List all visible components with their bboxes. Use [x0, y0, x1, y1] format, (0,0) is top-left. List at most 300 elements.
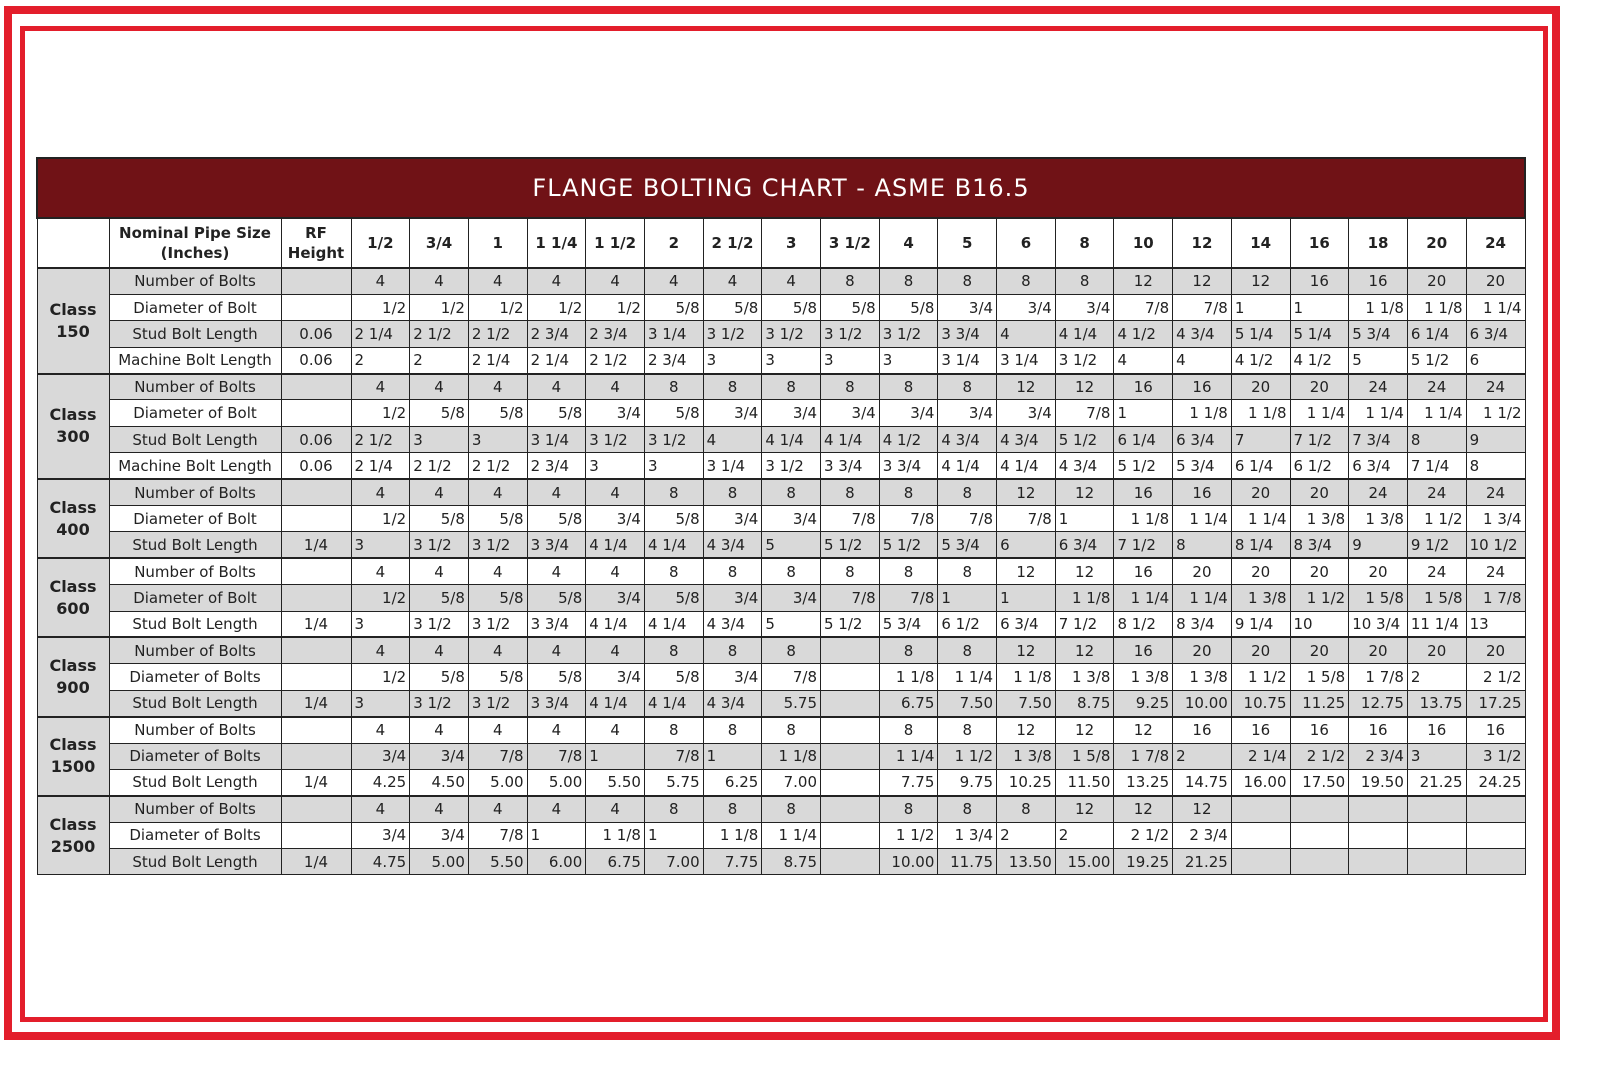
value-cell: 3 1/2 [821, 321, 880, 347]
row-label: Diameter of Bolts [109, 664, 281, 690]
value-cell: 2 [1173, 743, 1232, 769]
value-cell: 4 3/4 [703, 611, 762, 637]
value-cell: 6.75 [879, 690, 938, 716]
value-cell: 3/4 [703, 506, 762, 532]
value-cell: 5 3/4 [879, 611, 938, 637]
value-cell: 5 1/2 [821, 532, 880, 558]
value-cell: 3 3/4 [821, 453, 880, 479]
value-cell: 3 [1407, 743, 1466, 769]
class-label [37, 558, 109, 637]
row-label: Number of Bolts [109, 558, 281, 584]
value-cell: 3 1/2 [1055, 347, 1114, 373]
value-cell: 8 [1407, 426, 1466, 452]
value-cell: 7/8 [644, 743, 703, 769]
value-cell [1349, 796, 1408, 822]
class-label [37, 637, 109, 716]
value-cell: 3 1/2 [879, 321, 938, 347]
value-cell: 11.75 [938, 849, 997, 875]
table-row [37, 743, 1525, 769]
value-cell: 6 3/4 [997, 611, 1056, 637]
value-cell: 4 [351, 374, 410, 400]
value-cell: 5/8 [644, 664, 703, 690]
value-cell: 7 3/4 [1349, 426, 1408, 452]
value-cell: 7/8 [1173, 294, 1232, 320]
value-cell: 2 1/2 [468, 321, 527, 347]
value-cell: 5/8 [410, 506, 469, 532]
value-cell [1466, 796, 1525, 822]
value-cell: 11 1/4 [1407, 611, 1466, 637]
value-cell: 3 [410, 426, 469, 452]
value-cell: 4 1/4 [644, 532, 703, 558]
value-cell: 16 [1173, 374, 1232, 400]
value-cell: 6 1/4 [1407, 321, 1466, 347]
value-cell: 4 3/4 [703, 532, 762, 558]
table-row [37, 321, 1525, 347]
value-cell: 8 [644, 637, 703, 663]
value-cell [1290, 796, 1349, 822]
value-cell: 4 [351, 796, 410, 822]
value-cell: 1/2 [351, 585, 410, 611]
value-cell: 5 3/4 [1349, 321, 1408, 347]
value-cell: 12 [1055, 558, 1114, 584]
value-cell: 1 3/4 [938, 822, 997, 848]
value-cell: 1/2 [351, 294, 410, 320]
value-cell: 3 1/2 [644, 426, 703, 452]
value-cell: 5 1/2 [1055, 426, 1114, 452]
row-label: Stud Bolt Length [109, 426, 281, 452]
table-row [37, 506, 1525, 532]
value-cell: 3 [821, 347, 880, 373]
value-cell: 5.00 [468, 769, 527, 795]
value-cell: 2 3/4 [527, 321, 586, 347]
value-cell: 1/2 [351, 506, 410, 532]
rf-label: RF [305, 224, 327, 242]
value-cell: 4 [468, 796, 527, 822]
value-cell: 8 [644, 479, 703, 505]
value-cell: 5/8 [703, 294, 762, 320]
row-label: Number of Bolts [109, 637, 281, 663]
value-cell: 8 [703, 796, 762, 822]
value-cell: 4 3/4 [1055, 453, 1114, 479]
value-cell: 12 [1055, 717, 1114, 743]
header-rf-height [281, 218, 351, 268]
rf-height-cell: 0.06 [281, 347, 351, 373]
value-cell: 3/4 [351, 822, 410, 848]
value-cell: 1/2 [468, 294, 527, 320]
value-cell: 7.00 [644, 849, 703, 875]
value-cell: 4 1/4 [644, 690, 703, 716]
value-cell [821, 849, 880, 875]
value-cell: 16 [1466, 717, 1525, 743]
value-cell: 5/8 [410, 664, 469, 690]
value-cell: 4 1/4 [644, 611, 703, 637]
value-cell: 10 1/2 [1466, 532, 1525, 558]
table-row [37, 690, 1525, 716]
value-cell: 8 [644, 558, 703, 584]
table-row [37, 268, 1525, 294]
header-size: 1 1/2 [586, 218, 645, 268]
value-cell: 4 [351, 558, 410, 584]
value-cell: 8 3/4 [1173, 611, 1232, 637]
value-cell: 8 [821, 268, 880, 294]
value-cell: 1 7/8 [1466, 585, 1525, 611]
value-cell: 4 [410, 558, 469, 584]
header-size: 6 [997, 218, 1056, 268]
value-cell: 4 [468, 374, 527, 400]
value-cell: 12 [997, 717, 1056, 743]
value-cell: 4 [410, 796, 469, 822]
rf-height-cell: 0.06 [281, 321, 351, 347]
value-cell: 1/2 [586, 294, 645, 320]
value-cell: 1 1/2 [1290, 585, 1349, 611]
header-size: 4 [879, 218, 938, 268]
value-cell: 4 [527, 637, 586, 663]
value-cell: 5 [762, 611, 821, 637]
value-cell: 5/8 [468, 400, 527, 426]
value-cell: 1 [644, 822, 703, 848]
class-word: Class [49, 656, 97, 676]
table-row [37, 849, 1525, 875]
value-cell: 2 [1407, 664, 1466, 690]
value-cell: 1 [1114, 400, 1173, 426]
value-cell: 3 1/4 [997, 347, 1056, 373]
value-cell: 8 [879, 558, 938, 584]
value-cell: 2 3/4 [527, 453, 586, 479]
rf-height-cell [281, 479, 351, 505]
value-cell: 13.75 [1407, 690, 1466, 716]
value-cell: 12 [997, 558, 1056, 584]
value-cell: 8 [762, 479, 821, 505]
value-cell: 4 [586, 796, 645, 822]
value-cell: 1 1/2 [1407, 506, 1466, 532]
table-row [37, 374, 1525, 400]
value-cell: 1 [1231, 294, 1290, 320]
value-cell: 1 3/8 [1290, 506, 1349, 532]
value-cell: 2 1/4 [527, 347, 586, 373]
value-cell: 20 [1290, 558, 1349, 584]
value-cell: 3 1/4 [644, 321, 703, 347]
value-cell: 4 3/4 [703, 690, 762, 716]
value-cell: 3/4 [938, 294, 997, 320]
class-rating: 400 [56, 519, 90, 539]
value-cell: 4 [997, 321, 1056, 347]
value-cell: 20 [1173, 637, 1232, 663]
value-cell: 7 [1231, 426, 1290, 452]
value-cell: 8 [938, 796, 997, 822]
value-cell: 1 1/4 [879, 743, 938, 769]
rf-label-height: Height [287, 244, 345, 262]
value-cell: 4 [527, 268, 586, 294]
value-cell: 8 [821, 558, 880, 584]
value-cell: 3/4 [351, 743, 410, 769]
value-cell: 7 1/2 [1055, 611, 1114, 637]
value-cell: 1 3/8 [1114, 664, 1173, 690]
value-cell: 7/8 [879, 585, 938, 611]
value-cell: 4 [351, 479, 410, 505]
value-cell [821, 664, 880, 690]
value-cell: 4 [527, 796, 586, 822]
value-cell: 11.25 [1290, 690, 1349, 716]
class-word: Class [49, 576, 97, 596]
value-cell: 1 3/8 [997, 743, 1056, 769]
value-cell: 8 [997, 268, 1056, 294]
value-cell: 5.50 [586, 769, 645, 795]
value-cell: 1/2 [351, 664, 410, 690]
value-cell: 4 [586, 374, 645, 400]
value-cell: 2 1/4 [1231, 743, 1290, 769]
header-size: 1 [468, 218, 527, 268]
rf-height-cell: 1/4 [281, 690, 351, 716]
value-cell: 20 [1173, 558, 1232, 584]
header-size: 8 [1055, 218, 1114, 268]
value-cell [1466, 822, 1525, 848]
value-cell: 24 [1407, 374, 1466, 400]
value-cell: 1 1/2 [1466, 400, 1525, 426]
value-cell: 16 [1349, 268, 1408, 294]
value-cell: 12.75 [1349, 690, 1408, 716]
value-cell: 3 1/2 [468, 690, 527, 716]
table-row [37, 532, 1525, 558]
value-cell: 1 1/4 [1231, 506, 1290, 532]
value-cell: 24.25 [1466, 769, 1525, 795]
value-cell: 1/2 [410, 294, 469, 320]
value-cell: 12 [1055, 637, 1114, 663]
flange-bolting-table [36, 157, 1526, 875]
value-cell: 8 [762, 637, 821, 663]
value-cell: 8 3/4 [1290, 532, 1349, 558]
value-cell: 8 [879, 796, 938, 822]
value-cell: 2 1/2 [410, 321, 469, 347]
value-cell [821, 690, 880, 716]
value-cell: 5 3/4 [938, 532, 997, 558]
value-cell: 1 1/8 [1407, 294, 1466, 320]
value-cell: 16 [1349, 717, 1408, 743]
value-cell: 24 [1466, 374, 1525, 400]
value-cell: 2 3/4 [586, 321, 645, 347]
value-cell: 1 3/8 [1231, 585, 1290, 611]
value-cell: 2 3/4 [644, 347, 703, 373]
value-cell: 1 5/8 [1349, 585, 1408, 611]
value-cell [1231, 849, 1290, 875]
value-cell: 9 [1349, 532, 1408, 558]
value-cell: 8 [938, 479, 997, 505]
value-cell: 3 1/2 [703, 321, 762, 347]
value-cell: 3/4 [997, 400, 1056, 426]
value-cell: 3 [586, 453, 645, 479]
value-cell: 2 1/4 [468, 347, 527, 373]
value-cell [821, 717, 880, 743]
value-cell: 5 1/4 [1290, 321, 1349, 347]
row-label: Diameter of Bolt [109, 400, 281, 426]
value-cell: 6 [997, 532, 1056, 558]
value-cell: 8 [762, 717, 821, 743]
value-cell: 5 [762, 532, 821, 558]
value-cell: 8 [703, 717, 762, 743]
value-cell: 20 [1290, 637, 1349, 663]
header-size: 3/4 [410, 218, 469, 268]
value-cell: 2 1/2 [1466, 664, 1525, 690]
value-cell: 8 [644, 374, 703, 400]
value-cell: 1 [703, 743, 762, 769]
rf-height-cell [281, 400, 351, 426]
value-cell: 1 1/2 [938, 743, 997, 769]
value-cell: 5 1/2 [879, 532, 938, 558]
value-cell: 5/8 [468, 585, 527, 611]
value-cell: 3 1/2 [410, 532, 469, 558]
value-cell: 16 [1231, 717, 1290, 743]
value-cell: 4 [644, 268, 703, 294]
value-cell: 1 1/8 [1349, 294, 1408, 320]
value-cell: 3 [762, 347, 821, 373]
value-cell: 16 [1290, 268, 1349, 294]
value-cell: 3/4 [1055, 294, 1114, 320]
value-cell: 3 [644, 453, 703, 479]
value-cell: 2 1/4 [351, 321, 410, 347]
value-cell: 4 3/4 [1173, 321, 1232, 347]
rf-height-cell [281, 796, 351, 822]
value-cell: 2 1/2 [1114, 822, 1173, 848]
rf-height-cell [281, 717, 351, 743]
value-cell: 20 [1231, 558, 1290, 584]
value-cell: 12 [1114, 796, 1173, 822]
header-size: 3 [762, 218, 821, 268]
value-cell: 4 [410, 479, 469, 505]
value-cell: 1 [997, 585, 1056, 611]
value-cell: 20 [1407, 637, 1466, 663]
value-cell: 3/4 [586, 506, 645, 532]
value-cell: 3/4 [410, 743, 469, 769]
rf-height-cell: 0.06 [281, 426, 351, 452]
class-rating: 600 [56, 598, 90, 618]
value-cell: 1 1/4 [1290, 400, 1349, 426]
value-cell: 1 1/8 [997, 664, 1056, 690]
row-label: Diameter of Bolt [109, 294, 281, 320]
rf-height-cell [281, 585, 351, 611]
value-cell: 10 3/4 [1349, 611, 1408, 637]
value-cell: 12 [1173, 268, 1232, 294]
value-cell: 5 1/2 [821, 611, 880, 637]
value-cell: 8 [1173, 532, 1232, 558]
value-cell: 24 [1349, 479, 1408, 505]
value-cell: 4 [351, 637, 410, 663]
value-cell: 4 [468, 558, 527, 584]
header-size: 12 [1173, 218, 1232, 268]
value-cell: 19.25 [1114, 849, 1173, 875]
value-cell: 1/2 [527, 294, 586, 320]
value-cell: 3/4 [586, 585, 645, 611]
value-cell: 1 1/8 [1114, 506, 1173, 532]
value-cell: 1 1/4 [1349, 400, 1408, 426]
value-cell: 4 [468, 268, 527, 294]
value-cell: 3 [351, 690, 410, 716]
value-cell: 4 [1114, 347, 1173, 373]
value-cell: 19.50 [1349, 769, 1408, 795]
value-cell: 8 [821, 479, 880, 505]
value-cell: 4 [468, 637, 527, 663]
value-cell: 7/8 [821, 585, 880, 611]
value-cell: 17.25 [1466, 690, 1525, 716]
value-cell: 1 1/4 [1173, 506, 1232, 532]
value-cell: 12 [1114, 268, 1173, 294]
value-cell: 3/4 [879, 400, 938, 426]
value-cell: 1 [527, 822, 586, 848]
value-cell: 3 1/2 [468, 532, 527, 558]
table-body [37, 268, 1525, 875]
value-cell: 7.75 [703, 849, 762, 875]
value-cell: 5/8 [410, 585, 469, 611]
value-cell: 4 [410, 717, 469, 743]
value-cell: 12 [1055, 479, 1114, 505]
value-cell: 1 3/8 [1349, 506, 1408, 532]
value-cell: 20 [1466, 268, 1525, 294]
value-cell [821, 796, 880, 822]
value-cell: 7/8 [1055, 400, 1114, 426]
row-label: Number of Bolts [109, 479, 281, 505]
table-row [37, 585, 1525, 611]
table-row [37, 558, 1525, 584]
value-cell: 7/8 [762, 664, 821, 690]
value-cell: 7/8 [468, 822, 527, 848]
value-cell: 10.75 [1231, 690, 1290, 716]
value-cell: 5/8 [410, 400, 469, 426]
value-cell: 4.75 [351, 849, 410, 875]
value-cell: 6 [1466, 347, 1525, 373]
value-cell: 1 5/8 [1407, 585, 1466, 611]
value-cell: 5/8 [527, 506, 586, 532]
value-cell: 16 [1407, 717, 1466, 743]
rf-height-cell: 1/4 [281, 769, 351, 795]
value-cell: 24 [1407, 558, 1466, 584]
table-row [37, 426, 1525, 452]
class-label [37, 374, 109, 480]
value-cell [1349, 822, 1408, 848]
value-cell: 1 [586, 743, 645, 769]
value-cell: 8 [997, 796, 1056, 822]
value-cell: 5/8 [644, 506, 703, 532]
value-cell: 1 1/8 [586, 822, 645, 848]
table-row [37, 796, 1525, 822]
value-cell: 12 [997, 637, 1056, 663]
value-cell: 20 [1349, 558, 1408, 584]
value-cell: 24 [1466, 479, 1525, 505]
value-cell: 3 [351, 532, 410, 558]
row-label: Diameter of Bolt [109, 506, 281, 532]
rf-height-cell: 1/4 [281, 532, 351, 558]
value-cell: 8 [1055, 268, 1114, 294]
value-cell: 3 1/2 [410, 690, 469, 716]
value-cell: 7/8 [468, 743, 527, 769]
value-cell: 5 1/4 [1231, 321, 1290, 347]
value-cell: 4 1/2 [879, 426, 938, 452]
value-cell: 4 [586, 717, 645, 743]
header-size: 1 1/4 [527, 218, 586, 268]
value-cell: 7.75 [879, 769, 938, 795]
table-row [37, 294, 1525, 320]
value-cell: 5 [1349, 347, 1408, 373]
value-cell: 7/8 [1114, 294, 1173, 320]
value-cell: 1 7/8 [1349, 664, 1408, 690]
nps-unit: (Inches) [160, 244, 230, 262]
value-cell: 3/4 [762, 506, 821, 532]
value-cell: 5/8 [644, 585, 703, 611]
row-label: Diameter of Bolt [109, 585, 281, 611]
class-rating: 1500 [50, 757, 96, 777]
value-cell: 4 3/4 [997, 426, 1056, 452]
class-word: Class [49, 814, 97, 834]
value-cell: 3/4 [762, 585, 821, 611]
value-cell: 7 1/4 [1407, 453, 1466, 479]
value-cell: 10.25 [997, 769, 1056, 795]
